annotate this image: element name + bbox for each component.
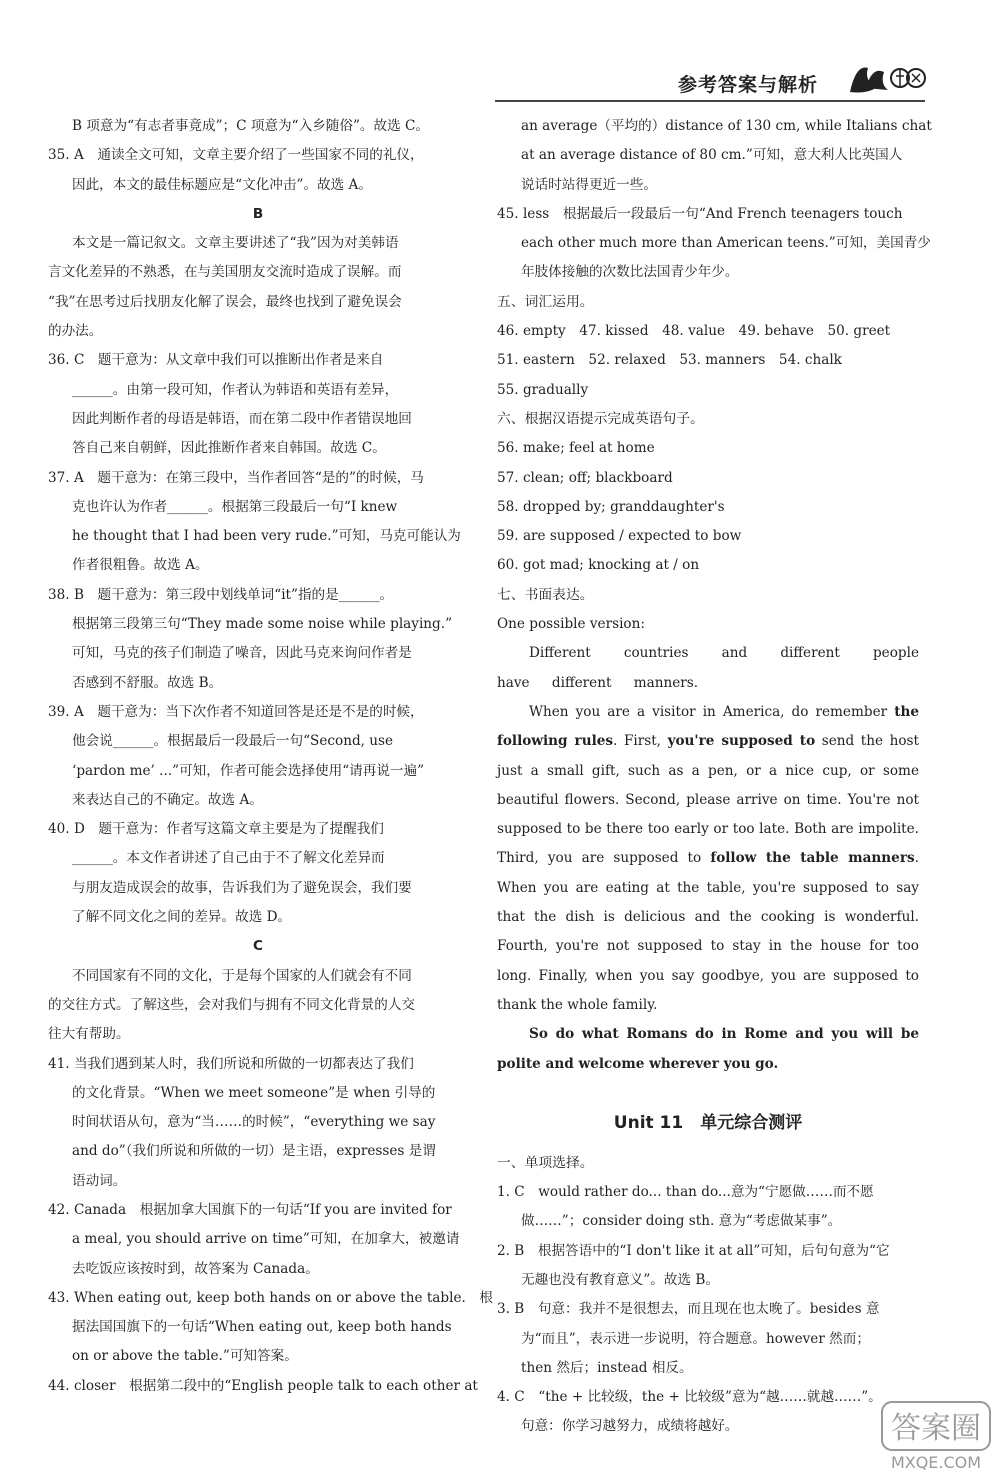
answer-line: 43. When eating out, keep both hands on or above the table. 根 <box>48 1289 494 1306</box>
book-logo-icon <box>846 58 926 98</box>
answer-line: 38. B 题干意为：第三段中划线单词“it”指的是______。 <box>48 586 394 603</box>
answer-line: 1. C would rather do... than do...意为“宁愿做……而不愿 <box>497 1184 874 1201</box>
answer-line: 60. got mad; knocking at / on <box>497 557 700 574</box>
answer-line: 克也许认为作者______。根据第三段最后一句“I knew <box>72 498 398 515</box>
essay-paragraph-3: So do what Romans do in Rome and you will be polite and welcome wherever you go. <box>497 1026 919 1072</box>
answer-line: 51. eastern 52. relaxed 53. manners 54. chalk <box>497 352 842 369</box>
answer-line: 的文化背景。“When we meet someone”是 when 引导的 <box>72 1084 436 1101</box>
answer-list-bottom <box>497 1149 919 1442</box>
essay-text: send the host just a small gift, such as a pen, or a nice cup, or some beautiful flowers. Second, please arrive on time. You're not supposed to be there too early or too late. Both are impolite. Third, you are supposed to <box>497 733 919 867</box>
answer-line: 为“而且”，表示进一步说明，符合题意。however 然而； <box>521 1330 870 1347</box>
answer-line: 的交往方式。了解这些，会对我们与拥有不同文化背景的人交 <box>48 996 416 1013</box>
answer-line: 58. dropped by; granddaughter's <box>497 498 725 515</box>
answer-line: he thought that I had been very rude.”可知，马克可能认为 <box>72 528 461 545</box>
essay-text: When you are a visitor in America, do remember <box>529 703 895 720</box>
answer-line: 据法国国旗下的一句话“When eating out, keep both hands <box>72 1319 452 1336</box>
answer-line: 与朋友造成误会的故事，告诉我们为了避免误会，我们要 <box>72 879 412 896</box>
answer-line: 言文化差异的不熟悉，在与美国朋友交流时造成了误解。而 <box>48 264 402 281</box>
answer-line: 2. B 根据答语中的“I don't like it at all”可知，后句句意为“它 <box>497 1242 890 1259</box>
section-heading: 六、根据汉语提示完成英语句子。 <box>497 410 704 427</box>
unit-title: Unit 11 单元综合测评 <box>613 1112 803 1133</box>
answer-line: 41. 当我们遇到某人时，我们所说和所做的一切都表达了我们 <box>48 1055 414 1072</box>
answer-line: 因此，本文的最佳标题应是“文化冲击”。故选 A。 <box>72 176 372 193</box>
answer-line: 了解不同文化之间的差异。故选 D。 <box>72 909 292 926</box>
answer-line: 44. closer 根据第二段中的“English people talk to each other at <box>48 1377 478 1394</box>
answer-line: ______。本文作者讲述了自己由于不了解文化差异而 <box>72 850 385 867</box>
header-rule <box>495 100 925 102</box>
answer-line: One possible version: <box>497 616 645 633</box>
answer-line: then 然后；instead 相反。 <box>521 1359 693 1376</box>
answer-line: 语动词。 <box>72 1172 127 1189</box>
right-column <box>497 112 932 1442</box>
answer-line: 59. are supposed / expected to bow <box>497 528 742 545</box>
answer-line: 的办法。 <box>48 323 103 340</box>
passage-heading: C <box>253 938 263 955</box>
answer-line: 36. C 题干意为：从文章中我们可以推断出作者是来自 <box>48 352 384 369</box>
answer-line: 35. A 通读全文可知，文章主要介绍了一些国家不同的礼仪， <box>48 147 424 164</box>
answer-line: a meal, you should arrive on time”可知，在加拿大，被邀请 <box>72 1231 460 1248</box>
answer-line: 46. empty 47. kissed 48. value 49. behave 50. greet <box>497 323 891 340</box>
answer-line: 3. B 句意：我并不是很想去，而且现在也太晚了。besides 意 <box>497 1301 880 1318</box>
header-title: 参考答案与解析 <box>678 74 819 96</box>
answer-line: 答自己来自朝鲜，因此推断作者来自韩国。故选 C。 <box>72 440 386 457</box>
answer-line: 根据第三段第三句“They made some noise while playing.” <box>72 616 453 633</box>
answer-line: 56. make; feel at home <box>497 440 655 457</box>
answer-line: on or above the table.”可知答案。 <box>72 1348 298 1365</box>
svg-text:答案圈: 答案圈 <box>891 1411 981 1446</box>
answer-line: 可知，马克的孩子们制造了噪音，因此马克来询问作者是 <box>72 645 412 662</box>
answer-line: 57. clean; off; blackboard <box>497 469 673 486</box>
answer-line: ______。由第一段可知，作者认为韩语和英语有差异， <box>72 381 399 398</box>
essay-paragraph-1: Different countries and different people have different manners. <box>497 645 919 691</box>
answer-line: ‘pardon me’ ...”可知，作者可能会选择使用“请再说一遍” <box>72 762 425 779</box>
answer-line: 去吃饭应该按时到，故答案为 Canada。 <box>72 1260 319 1277</box>
essay-bold: the following rules <box>497 703 919 750</box>
answer-line: 40. D 题干意为：作者写这篇文章主要是为了提醒我们 <box>48 821 384 838</box>
section-heading: 五、词汇运用。 <box>497 293 594 310</box>
left-column <box>48 112 494 1401</box>
svg-text:MXQE.COM: MXQE.COM <box>890 1453 982 1472</box>
answer-line: 时间状语从句，意为“当……的时候”，“everything we say <box>72 1114 436 1131</box>
essay-bold: you're supposed to <box>667 733 816 750</box>
passage-heading: B <box>252 205 264 222</box>
answer-line: 往大有帮助。 <box>48 1026 130 1043</box>
essay-bold: follow the table manners <box>710 850 915 867</box>
answer-line: 本文是一篇记叙文。文章主要讲述了“我”因为对美韩语 <box>72 235 399 252</box>
answer-line: 37. A 题干意为：在第三段中，当作者回答“是的”的时候，马 <box>48 469 424 486</box>
answer-line: B 项意为“有志者事竟成”；C 项意为“入乡随俗”。故选 C。 <box>72 118 430 134</box>
answer-line: 句意：你学习越努力，成绩将越好。 <box>521 1418 739 1435</box>
answer-line: 39. A 题干意为：当下次作者不知道回答是还是不是的时候， <box>48 703 424 720</box>
section-heading: 一、单项选择。 <box>497 1154 594 1171</box>
answer-line: 说话时站得更近一些。 <box>521 176 657 193</box>
answer-line: 他会说______。根据最后一段最后一句“Second, use <box>72 733 394 750</box>
answer-line: “我”在思考过后找朋友化解了误会，最终也找到了避免误会 <box>48 293 402 310</box>
answer-line: and do”（我们所说和所做的一切）是主语，expresses 是谓 <box>72 1143 436 1160</box>
answer-list-top <box>497 112 932 639</box>
essay-text: . First, <box>613 733 668 750</box>
essay-paragraph-2 <box>497 698 919 1020</box>
answer-line: 年肢体接触的次数比法国青少年少。 <box>521 264 739 281</box>
answer-line: 55. gradually <box>497 381 589 398</box>
watermark-logo-icon <box>880 1398 992 1474</box>
answer-line: 否感到不舒服。故选 B。 <box>72 674 223 691</box>
answer-line: at an average distance of 80 cm.”可知，意大利人比英国人 <box>521 147 903 164</box>
answer-line: 无趣也没有教育意义”。故选 B。 <box>521 1271 719 1288</box>
section-heading: 七、书面表达。 <box>497 586 594 603</box>
answer-line: each other much more than American teens.”可知，美国青少 <box>521 235 931 252</box>
answer-line: 因此判断作者的母语是韩语，而在第二段中作者错误地回 <box>72 410 412 427</box>
answer-line: an average（平均的）distance of 130 cm, while Italians chat <box>521 118 932 134</box>
answer-line: 45. less 根据最后一段最后一句“And French teenagers touch <box>497 205 903 222</box>
essay-text: . When you are eating at the table, you're supposed to say that the dish is delicious and the cooking is wonderful. Fourth, you're not supposed to stay in the house for too long. Finally, when you say goodbye, you are supposed to thank the whole family. <box>497 850 919 1013</box>
answer-line: 来表达自己的不确定。故选 A。 <box>72 791 263 808</box>
answer-line: 不同国家有不同的文化，于是每个国家的人们就会有不同 <box>72 967 412 984</box>
answer-line: 做……”；consider doing sth. 意为“考虑做某事”。 <box>521 1213 842 1230</box>
answer-line: 42. Canada 根据加拿大国旗下的一句话“If you are invited for <box>48 1201 452 1218</box>
answer-line: 作者很粗鲁。故选 A。 <box>72 557 209 574</box>
answer-line: 4. C “the + 比较级，the + 比较级”意为“越……就越……”。 <box>497 1389 882 1406</box>
